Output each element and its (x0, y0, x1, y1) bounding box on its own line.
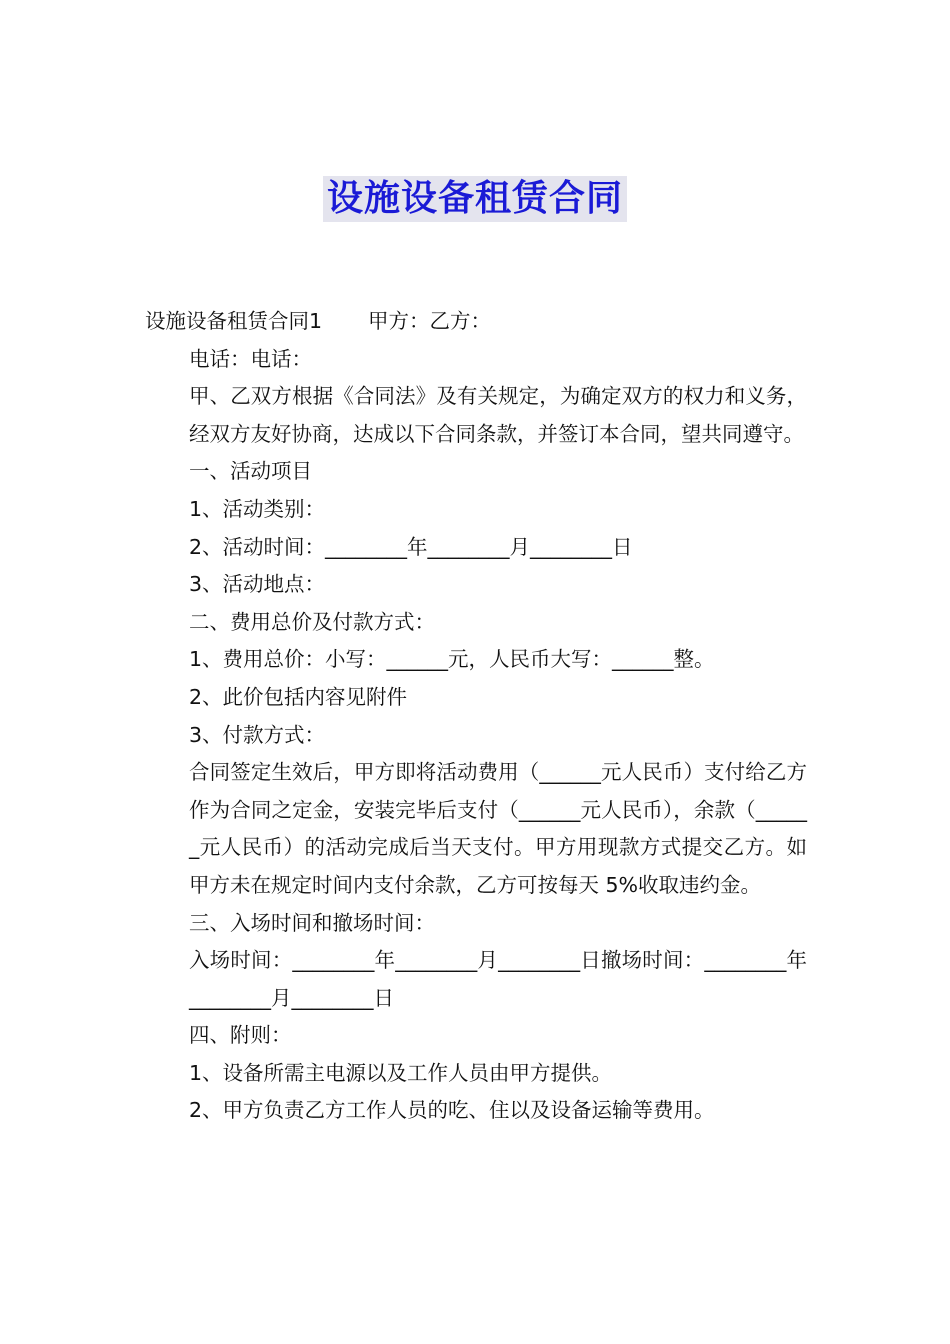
payment-paragraph: 合同签定生效后，甲方即将活动费用（______元人民币）支付给乙方作为合同之定金，安装完毕后支付（______元人民币），余款（______元人民币）的活动完成后当天支付。甲方用现款方式提交乙方。如甲方未在规定时间内支付余款，乙方可按每天 5%收取违约金。 (189, 760, 807, 897)
document-body (145, 303, 807, 1130)
header-line (145, 303, 807, 341)
price-includes: 2、此价包括内容见附件 (189, 684, 408, 709)
entry-exit-times: 入场时间：________年________月________日撤场时间：________年________月________日 (189, 948, 807, 1010)
activity-time: 2、活动时间：________年________月________日 (189, 534, 633, 559)
contract-name-line: 设施设备租赁合同1 (145, 309, 323, 333)
total-price: 1、费用总价：小写：______元，人民币大写：______整。 (189, 647, 715, 672)
section-4-heading: 四、附则： (189, 1023, 292, 1048)
parties-line: 甲方：乙方： (368, 309, 492, 333)
intro-paragraph: 甲、乙双方根据《合同法》及有关规定，为确定双方的权力和义务，经双方友好协商，达成以下合同条款，并签订本合同，望共同遵守。 (189, 384, 807, 446)
phone-line: 电话：电话： (189, 346, 312, 371)
title-container (0, 176, 950, 222)
document-title: 设施设备租赁合同 (323, 176, 627, 222)
appendix-item-2: 2、甲方负责乙方工作人员的吃、住以及设备运输等费用。 (189, 1098, 715, 1123)
activity-location: 3、活动地点： (189, 572, 326, 597)
payment-method: 3、付款方式： (189, 722, 326, 747)
section-2-heading: 二、费用总价及付款方式： (189, 609, 435, 634)
section-3-heading: 三、入场时间和撤场时间： (189, 910, 435, 935)
appendix-item-1: 1、设备所需主电源以及工作人员由甲方提供。 (189, 1060, 613, 1085)
section-1-heading: 一、活动项目 (189, 459, 312, 484)
activity-type: 1、活动类别： (189, 496, 326, 521)
